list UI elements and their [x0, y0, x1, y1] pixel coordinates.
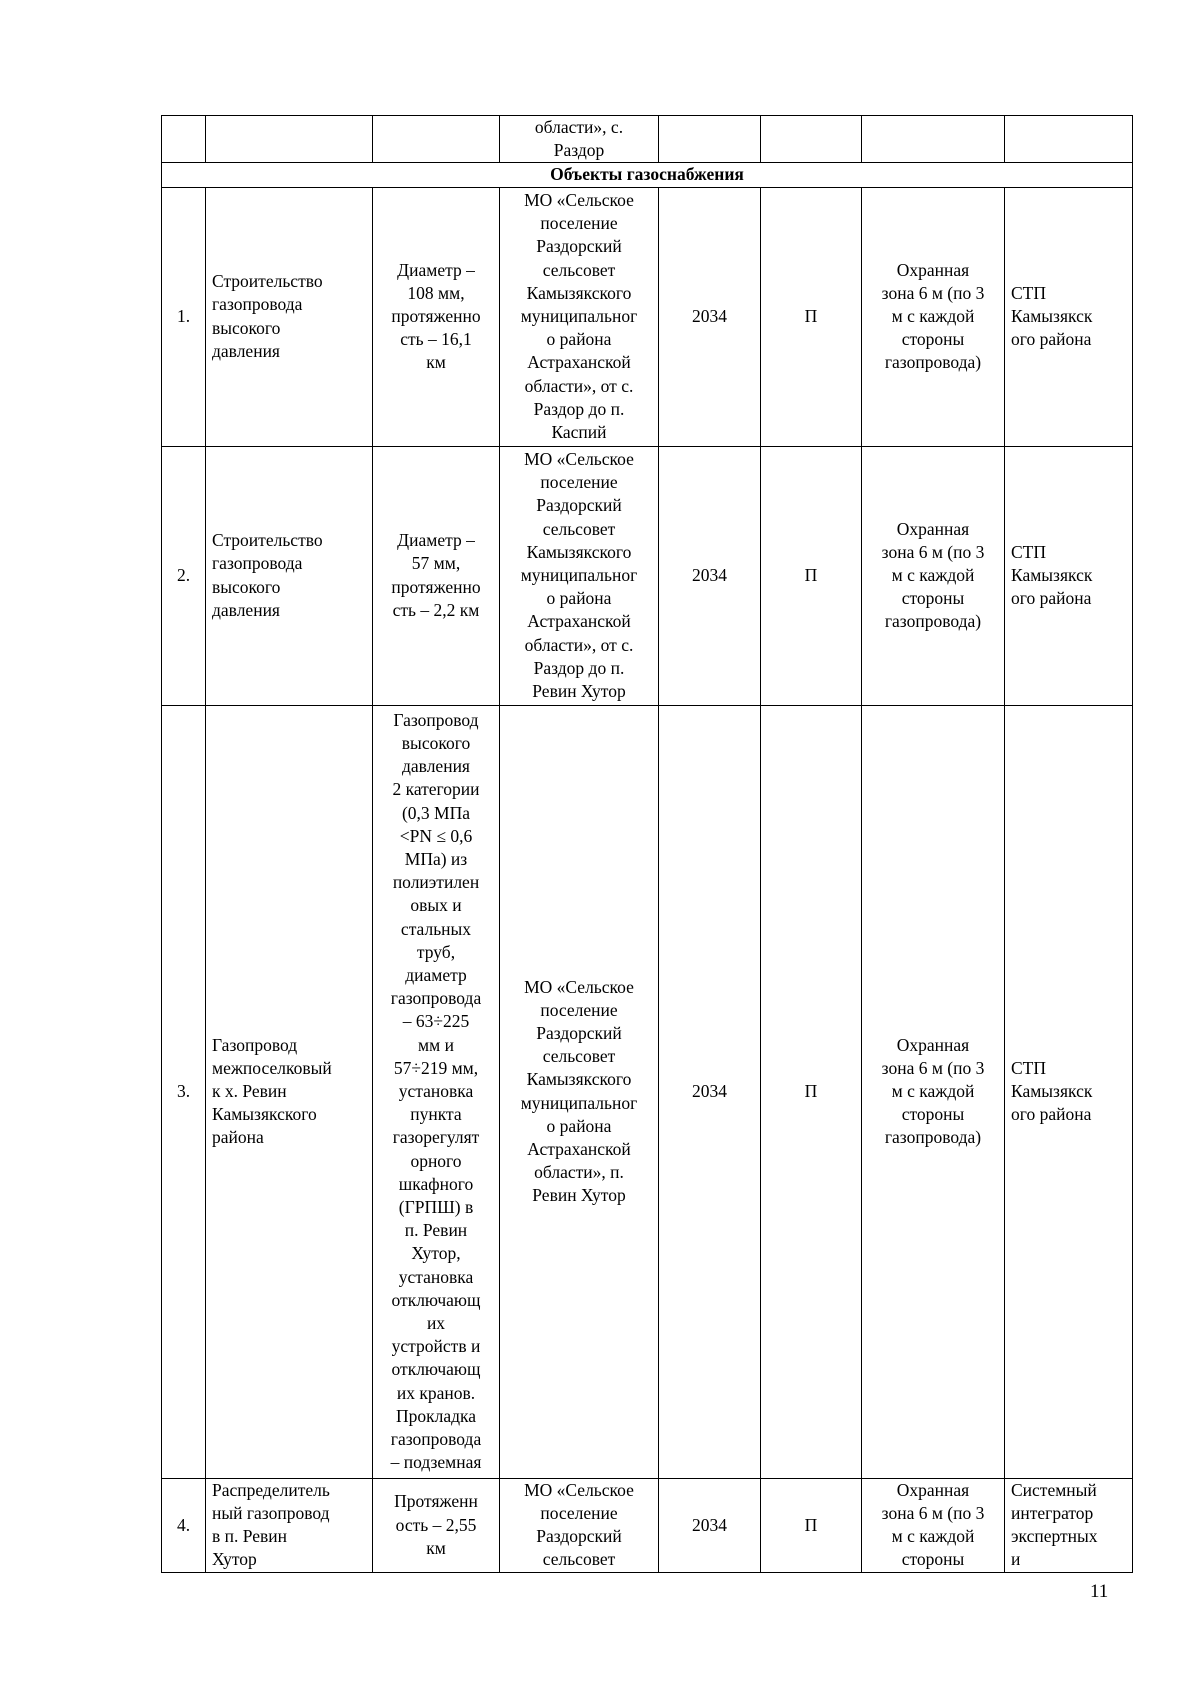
cell-num [162, 116, 206, 163]
cell-name: Распределитель ный газопровод в п. Ревин Хутор [206, 1478, 373, 1572]
cell-source [1005, 116, 1133, 163]
cell-num: 2. [162, 446, 206, 705]
table-row [162, 187, 1133, 446]
cell-params: Диаметр – 108 мм, протяженно сть – 16,1 км [373, 187, 500, 446]
table-row [162, 705, 1133, 1478]
cell-params: Газопровод высокого давления 2 категории (0,3 МПа <PN ≤ 0,6 МПа) из полиэтилен овых и стальных труб, диаметр газопровода – 63÷225 мм и 57÷219 мм, установка пункта газорегулят орного шкафного (ГРПШ) в п. Ревин Хутор, установка отключающ их устройств и отключающ их кранов. Прокладка газопровода – подземная [373, 705, 500, 1478]
cell-location: МО «Сельское поселение Раздорский сельсовет Камызякского муниципальног о района Астраханской области», от с. Раздор до п. Каспий [500, 187, 659, 446]
infrastructure-table [161, 115, 1133, 1573]
cell-status: П [761, 187, 862, 446]
cell-location: МО «Сельское поселение Раздорский сельсовет [500, 1478, 659, 1572]
cell-name: Строительство газопровода высокого давления [206, 187, 373, 446]
cell-zone: Охранная зона 6 м (по 3 м с каждой стороны газопровода) [862, 446, 1005, 705]
cell-params: Протяженн ость – 2,55 км [373, 1478, 500, 1572]
cell-zone [862, 116, 1005, 163]
cell-name: Строительство газопровода высокого давления [206, 446, 373, 705]
cell-status: П [761, 446, 862, 705]
table-row-continued [162, 116, 1133, 163]
section-title: Объекты газоснабжения [162, 163, 1133, 187]
cell-status [761, 116, 862, 163]
cell-num: 4. [162, 1478, 206, 1572]
cell-num: 3. [162, 705, 206, 1478]
cell-year: 2034 [659, 705, 761, 1478]
page-number: 11 [1090, 1581, 1109, 1602]
cell-zone: Охранная зона 6 м (по 3 м с каждой стороны [862, 1478, 1005, 1572]
cell-source: СТП Камызякск ого района [1005, 705, 1133, 1478]
cell-zone: Охранная зона 6 м (по 3 м с каждой стороны газопровода) [862, 187, 1005, 446]
cell-num: 1. [162, 187, 206, 446]
table-row [162, 446, 1133, 705]
cell-location: МО «Сельское поселение Раздорский сельсовет Камызякского муниципальног о района Астраханской области», от с. Раздор до п. Ревин Хутор [500, 446, 659, 705]
cell-zone: Охранная зона 6 м (по 3 м с каждой стороны газопровода) [862, 705, 1005, 1478]
cell-year: 2034 [659, 187, 761, 446]
cell-source: СТП Камызякск ого района [1005, 187, 1133, 446]
cell-name [206, 116, 373, 163]
table-row [162, 1478, 1133, 1572]
cell-params [373, 116, 500, 163]
cell-year: 2034 [659, 446, 761, 705]
cell-status: П [761, 1478, 862, 1572]
cell-params: Диаметр – 57 мм, протяженно сть – 2,2 км [373, 446, 500, 705]
cell-location: области», с. Раздор [500, 116, 659, 163]
cell-source: СТП Камызякск ого района [1005, 446, 1133, 705]
cell-location: МО «Сельское поселение Раздорский сельсовет Камызякского муниципальног о района Астраханской области», п. Ревин Хутор [500, 705, 659, 1478]
cell-name: Газопровод межпоселковый к х. Ревин Камызякского района [206, 705, 373, 1478]
cell-year: 2034 [659, 1478, 761, 1572]
cell-source: Системный интегратор экспертных и [1005, 1478, 1133, 1572]
cell-status: П [761, 705, 862, 1478]
section-header-row [162, 163, 1133, 187]
cell-year [659, 116, 761, 163]
